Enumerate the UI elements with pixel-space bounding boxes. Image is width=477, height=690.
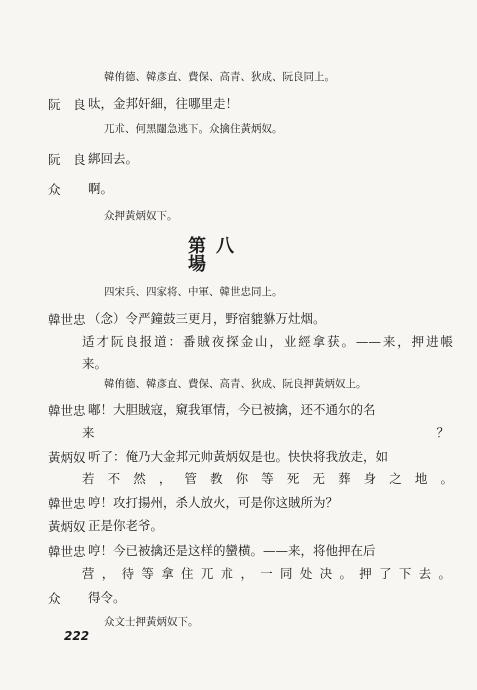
stage-direction: 众文士押黃炳奴下。: [104, 616, 199, 628]
dialogue-line: 得令。: [88, 590, 126, 605]
dialogue-line: 呔，金邦奸細，往哪里走！: [88, 96, 239, 111]
dialogue-line: 来。: [82, 356, 108, 371]
stage-direction: 众押黃炳奴下。: [104, 210, 178, 222]
speaker-name: 韓世忠: [48, 496, 86, 511]
stage-direction: 四宋兵、四家将、中軍、韓世忠同上。: [104, 286, 283, 298]
dialogue-line: 若不然，管教你等死无葬身之地。: [82, 471, 453, 486]
speaker-name: 黃炳奴: [48, 519, 86, 534]
speaker-name: 韓世忠: [48, 312, 86, 327]
page-number: 222: [64, 629, 90, 643]
scene-heading: 第八場: [188, 236, 244, 275]
dialogue-line: 听了：俺乃大金邦元帅黃炳奴是也。快快将我放走，如: [88, 449, 389, 464]
speaker-name: 阮 良: [48, 97, 86, 112]
speaker-name: 众: [48, 591, 61, 606]
stage-direction: 兀朮、何黑闥急逃下。众擒住黃炳奴。: [104, 123, 283, 135]
dialogue-line: 綁回去。: [88, 151, 139, 166]
stage-direction: 韓侑德、韓彥直、費保、高青、狄成、阮良同上。: [104, 71, 335, 83]
speaker-name: 韓世忠: [48, 403, 86, 418]
dialogue-line: 适才阮良报道：番賊夜探金山，业經拿获。——来，押进帳: [82, 334, 453, 349]
speaker-name: 韓世忠: [48, 544, 86, 559]
dialogue-line: （念）令严鐘鼓三更月，野宿貔貅万灶烟。: [88, 311, 326, 326]
dialogue-line: 营，待等拿住兀朮，一同处决。押了下去。: [82, 566, 451, 581]
dialogue-line: 哼！攻打揚州，杀人放火，可是你这賊所为？: [88, 495, 339, 510]
dialogue-line: 正是你老爷。: [88, 518, 164, 533]
speaker-name: 众: [48, 182, 61, 197]
stage-direction: 韓侑德、韓彥直、費保、高青、狄成、阮良押黃炳奴上。: [104, 378, 367, 390]
dialogue-line: 来？: [82, 425, 449, 440]
speaker-name: 黃炳奴: [48, 450, 86, 465]
speaker-name: 阮 良: [48, 152, 86, 167]
dialogue-line: 哼！今已被擒还是这样的蠻横。——来，将他押在后: [88, 543, 376, 558]
dialogue-line: 嘟！大胆賊寇，窺我軍情，今已被擒，还不通尔的名: [88, 402, 376, 417]
dialogue-line: 啊。: [88, 181, 114, 196]
